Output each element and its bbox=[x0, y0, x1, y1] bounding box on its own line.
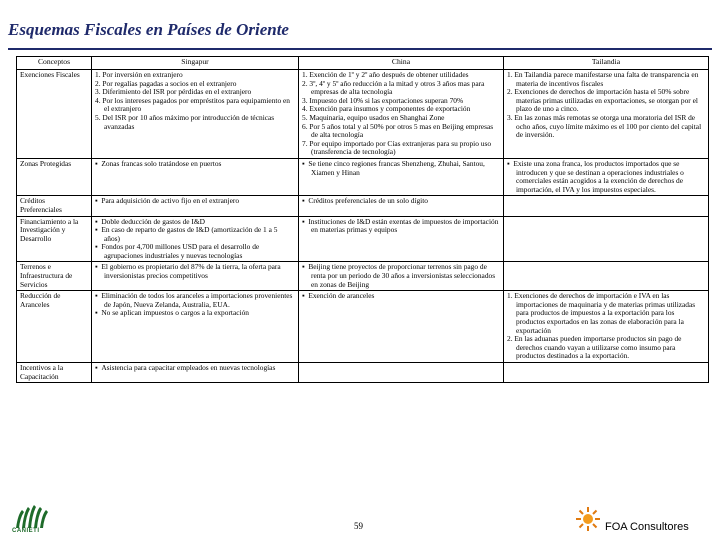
cell-line: 6. Por 5 años total y al 50% por otros 5 mas en Beijing empresas de alta tecnología bbox=[302, 121, 494, 140]
table-header-row bbox=[17, 57, 709, 70]
concept-cell: Zonas Protegidas bbox=[17, 158, 92, 195]
cell-line: ▪ El gobierno es propietario del 87% de la tierra, la oferta para inversionistas precios competitivos bbox=[95, 263, 295, 280]
table-row bbox=[17, 291, 709, 363]
china-cell bbox=[299, 262, 504, 291]
cell-line: 3. En las zonas más remotas se otorga una moratoria del ISR de ocho años, cuyo límite máximo es el 100 por ciento del capital de inversión. bbox=[507, 112, 702, 140]
cell-line: ▪ Zonas francas solo tratándose en puertos bbox=[95, 160, 295, 169]
singapur-cell bbox=[92, 196, 299, 216]
cell-line: 5. Del ISR por 10 años máximo por introducción de técnicas avanzadas bbox=[95, 112, 275, 131]
table-row bbox=[17, 363, 709, 383]
cell-line: 1. En Tailandia parece manifestarse una falta de transparencia en materia de incentivos fiscales bbox=[507, 70, 699, 88]
singapur-cell bbox=[92, 262, 299, 291]
cell-line: ▪ Para adquisición de activo fijo en el extranjero bbox=[95, 197, 295, 206]
cell-line: ▪ No se aplican impuestos o cargos a la exportación bbox=[95, 309, 295, 318]
cell-line: ▪ Eliminación de todos los aranceles a importaciones provenientes de Japón, Nueva Zelanda, Australia, EUA. bbox=[95, 292, 295, 309]
cell-line: 2. Exenciones de derechos de importación hasta el 50% sobre materias primas utilizadas en exportaciones, se otorgan por el plazo de uno a cinco. bbox=[507, 87, 698, 114]
china-cell bbox=[299, 291, 504, 363]
cell-line: ▪ Créditos preferenciales de un solo dígito bbox=[302, 197, 500, 206]
title-underline bbox=[8, 48, 712, 50]
header-tailandia: Tailandia bbox=[504, 57, 709, 70]
cell-line: ▪ Fondos por 4,700 millones USD para el desarrollo de agrupaciones industriales y nuevas tecnologías bbox=[95, 243, 295, 260]
cell-line: 1. Por inversión en extranjero bbox=[95, 70, 183, 79]
tailandia-cell bbox=[504, 363, 709, 383]
cell-line: 4. Exención para insumos y componentes de exportación bbox=[302, 104, 471, 114]
china-cell bbox=[299, 196, 504, 216]
page-number: 59 bbox=[354, 521, 363, 531]
tailandia-cell bbox=[504, 70, 709, 159]
china-cell bbox=[299, 158, 504, 195]
cell-line: ▪ Exención de aranceles bbox=[302, 292, 500, 301]
cell-line: 1. Exención de 1º y 2º año después de obtener utilidades bbox=[302, 70, 469, 79]
tailandia-cell bbox=[504, 196, 709, 216]
cell-line: ▪ Doble deducción de gastos de I&D bbox=[95, 218, 295, 227]
header-singapur: Singapur bbox=[92, 57, 299, 70]
concept-cell: Terrenos e Infraestructura de Servicios bbox=[17, 262, 92, 291]
concept-cell: Exenciones Fiscales bbox=[17, 70, 92, 159]
singapur-cell bbox=[92, 158, 299, 195]
china-cell bbox=[299, 216, 504, 262]
china-cell bbox=[299, 70, 504, 159]
table-row bbox=[17, 70, 709, 159]
cell-line: ▪ Existe una zona franca, los productos importados que se introducen y que se destinan a operaciones industriales o comerciales están acogidos a la exención de derechos de importación, el IVA y los impuestos especiales. bbox=[507, 160, 705, 194]
foa-consultores-brand: FOA Consultores bbox=[605, 521, 689, 533]
concept-cell: Incentivos a la Capacitación bbox=[17, 363, 92, 383]
foa-sun-logo-icon bbox=[575, 506, 601, 532]
tailandia-cell bbox=[504, 216, 709, 262]
table-row bbox=[17, 196, 709, 216]
canieti-logo-text: CANIETI bbox=[12, 528, 40, 534]
tailandia-cell bbox=[504, 291, 709, 363]
cell-line: 1. Exenciones de derechos de importación e IVA en las importaciones de maquinaria y de materias primas utilizadas para productos de impuestos a la exportación para los productos exportados en las zonas de elaboración para la exportación bbox=[507, 291, 696, 335]
cell-line: 2. En las aduanas pueden importarse productos sin pago de derechos cuando vayan a utilizarse como insumo para productos destinados a la exportación. bbox=[507, 334, 682, 361]
tailandia-cell bbox=[504, 158, 709, 195]
singapur-cell bbox=[92, 216, 299, 262]
tailandia-cell bbox=[504, 262, 709, 291]
table-row bbox=[17, 158, 709, 195]
cell-line: ▪ En caso de reparto de gastos de I&D (amortización de 1 a 5 años) bbox=[95, 226, 295, 243]
concept-cell: Reducción de Aranceles bbox=[17, 291, 92, 363]
concept-cell: Financiamiento a la Investigación y Desarrollo bbox=[17, 216, 92, 262]
page-title: Esquemas Fiscales en Países de Oriente bbox=[8, 20, 289, 39]
singapur-cell bbox=[92, 70, 299, 159]
cell-line: ▪ Instituciones de I&D están exentas de impuestos de importación en materias primas y equipos bbox=[302, 218, 500, 235]
cell-line: 4. Por los intereses pagados por empréstitos para equipamiento en el extranjero bbox=[95, 95, 290, 114]
cell-line: 5. Maquinaria, equipo usados en Shanghai Zone bbox=[302, 112, 445, 122]
singapur-cell bbox=[92, 363, 299, 383]
header-china: China bbox=[299, 57, 504, 70]
cell-line: ▪ Se tiene cinco regiones francas Shenzheng, Zhuhai, Santou, Xiamen y Hinan bbox=[302, 160, 500, 177]
cell-line: 2. Por regalías pagadas a socios en el extranjero bbox=[95, 78, 237, 88]
china-cell bbox=[299, 363, 504, 383]
cell-line: 3. Impuesto del 10% si las exportaciones superan 70% bbox=[302, 95, 464, 105]
cell-line: 2. 3º, 4º y 5º año reducción a la mitad y otros 3 años mas para empresas de alta tecnología bbox=[302, 78, 485, 97]
fiscal-schemes-table bbox=[16, 56, 709, 383]
cell-line: ▪ Asistencia para capacitar empleados en nuevas tecnologías bbox=[95, 364, 295, 373]
cell-line: 7. Por equipo importado por Cías extranjeras para su propio uso (transferencia de tecnología) bbox=[302, 138, 492, 157]
singapur-cell bbox=[92, 291, 299, 363]
table-row bbox=[17, 216, 709, 262]
cell-line: 3. Diferimiento del ISR por pérdidas en el extranjero bbox=[95, 87, 252, 97]
cell-line: ▪ Beijing tiene proyectos de proporcionar terrenos sin pago de renta por un periodo de 30 años a inversionistas seleccionados en zonas de Beijing bbox=[302, 263, 500, 289]
concept-cell: Créditos Preferenciales bbox=[17, 196, 92, 216]
header-conceptos: Conceptos bbox=[17, 57, 92, 70]
table-row bbox=[17, 262, 709, 291]
